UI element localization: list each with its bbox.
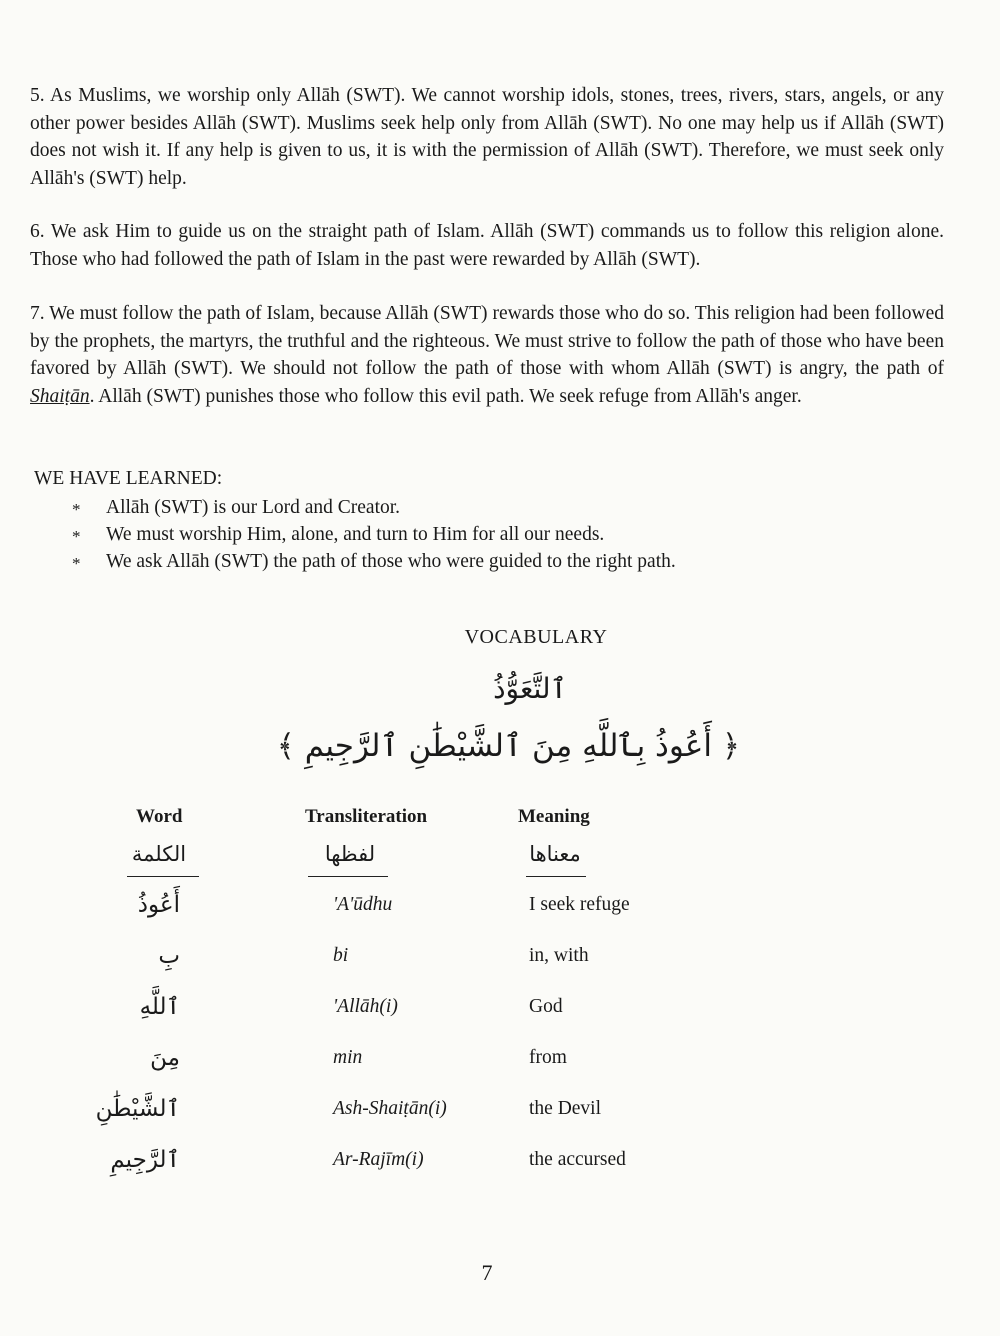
- page-number: 7: [481, 1260, 493, 1285]
- vocab-word-arabic: ٱلشَّيْطَٰنِ: [95, 1096, 180, 1122]
- vocab-meaning: the Devil: [529, 1098, 602, 1119]
- vocab-word-arabic: مِنَ: [150, 1045, 180, 1071]
- paragraph-7-text-before: 7. We must follow the path of Islam, because Allāh (SWT) rewards those who do so. This religion had been followed by the prophets, the martyrs, the truthful and the righteous. We must strive to follow the path of those who have been favored by Allāh (SWT). We should not follow the path of those with whom Allāh (SWT) is angry, the path of: [30, 303, 944, 379]
- vocab-meaning: I seek refuge: [529, 894, 630, 915]
- taawwudh-heading: ٱلتَّعَوُّذُ: [493, 672, 567, 705]
- learned-item-text: We ask Allāh (SWT) the path of those who were guided to the right path.: [106, 551, 676, 572]
- learned-item-text: We must worship Him, alone, and turn to Him for all our needs.: [106, 524, 605, 545]
- paragraph-7: [30, 300, 944, 410]
- vocab-transliteration: min: [333, 1047, 363, 1068]
- vocab-transliteration: Ar-Rajīm(i): [333, 1149, 424, 1170]
- vocab-meaning: God: [529, 996, 563, 1017]
- column-header-transliteration-arabic: لفظها: [324, 842, 376, 866]
- column-rule-transliteration: [308, 876, 388, 877]
- column-header-meaning-arabic: معناها: [529, 842, 581, 866]
- vocab-transliteration: 'A'ūdhu: [333, 894, 393, 915]
- column-header-word: Word: [136, 806, 183, 827]
- vocabulary-title: VOCABULARY: [464, 626, 608, 648]
- vocab-meaning: in, with: [529, 945, 589, 966]
- vocab-word-arabic: ٱللَّهِ: [139, 994, 180, 1020]
- vocab-word-arabic: ٱلرَّجِيمِ: [110, 1147, 180, 1173]
- vocab-transliteration: 'Allāh(i): [333, 996, 398, 1017]
- vocab-word-arabic: أَعُوذُ: [137, 892, 180, 918]
- vocab-word-arabic: بِ: [158, 943, 180, 969]
- bullet-asterisk: *: [72, 527, 81, 546]
- taawwudh-verse: ﴿ أَعُوذُ بِٱللَّهِ مِنَ ٱلشَّيْطَٰنِ ٱلرَّجِيمِ ﴾: [276, 728, 740, 764]
- column-header-meaning: Meaning: [518, 806, 590, 827]
- column-rule-word: [127, 876, 199, 877]
- learned-item: [72, 521, 952, 548]
- vocab-meaning: the accursed: [529, 1149, 626, 1170]
- learned-item: [72, 548, 952, 575]
- bullet-asterisk: *: [72, 554, 81, 573]
- learned-item-text: Allāh (SWT) is our Lord and Creator.: [106, 497, 401, 518]
- paragraph-7-text-after: . Allāh (SWT) punishes those who follow this evil path. We seek refuge from Allāh's anger.: [89, 385, 802, 407]
- vocab-meaning: from: [529, 1047, 567, 1068]
- bullet-asterisk: *: [72, 500, 81, 519]
- learned-item: [72, 494, 952, 521]
- column-rule-meaning: [526, 876, 586, 877]
- shaitan-emphasis: Shaiṭān: [30, 385, 90, 407]
- we-have-learned-heading: WE HAVE LEARNED:: [34, 468, 223, 489]
- vocab-transliteration: Ash-Shaiṭān(i): [333, 1098, 447, 1119]
- vocab-transliteration: bi: [333, 945, 349, 966]
- paragraph-6: 6. We ask Him to guide us on the straight path of Islam. Allāh (SWT) commands us to follow this religion alone. Those who had followed the path of Islam in the past were rewarded by Allāh (SWT).: [30, 221, 944, 270]
- learned-list: [72, 494, 952, 575]
- paragraph-5: 5. As Muslims, we worship only Allāh (SWT). We cannot worship idols, stones, trees, rivers, stars, angels, or any other power besides Allāh (SWT). Muslims seek help only from Allāh (SWT). No one may help us if Allāh (SWT) does not wish it. If any help is given to us, it is with the permission of Allāh (SWT). Therefore, we must seek only Allāh's (SWT) help.: [30, 85, 944, 189]
- column-header-word-arabic: الكلمة: [131, 842, 187, 866]
- column-header-transliteration: Transliteration: [305, 806, 428, 827]
